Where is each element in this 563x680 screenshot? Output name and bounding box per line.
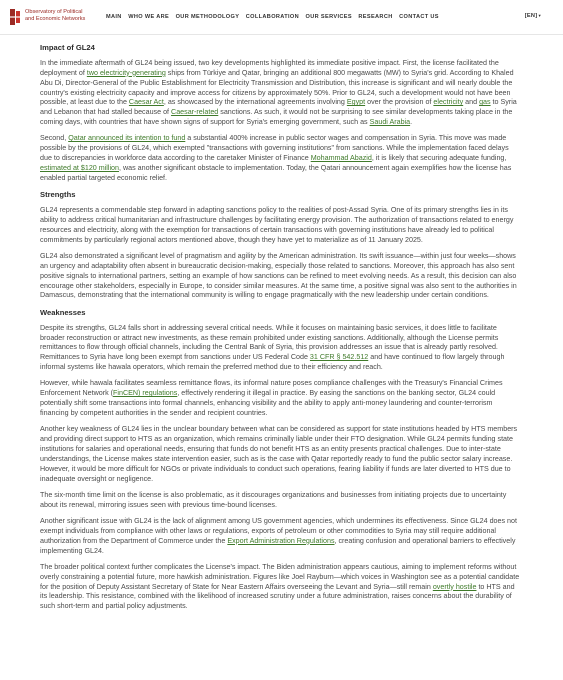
inline-link[interactable]: Mohammad Abazid xyxy=(310,154,372,163)
text-run: and xyxy=(463,98,480,107)
text-run: , it is likely that securing adequate funding, xyxy=(371,154,507,163)
article-paragraph xyxy=(40,59,520,128)
nav-item-our-services[interactable]: OUR SERVICES xyxy=(305,14,352,20)
text-run: GL24 also demonstrated a significant level of pragmatism and agility by the American administration. Its swift issuance—within just four weeks—shows an urgency and adaptability often absent in bureaucratic decision-making, especially those related to sanctions. Moreover, this approach has also sent positive signals to international partners, setting an example of how sanctions can be refined to meet evolving needs. As a result, this decision can also encourage other stakeholders, especially in Europe, to consider similar measures. At the same time, a positive signal was also sent to the authorities in Damascus, demonstrating that the international community is willing to engage pragmatically with the new leadership under certain conditions. xyxy=(40,252,517,300)
text-run: Another key weakness of GL24 lies in the unclear boundary between what can be considered as support for state institutions headed by HTS members and providing direct support to HTS as an organization, which remains criminally liable under their FTO designation. While GL24 permits funding state institutions for salaries and operational needs, ensuring that funds do not benefit HTS as an entity presents practical challenges. Due to inter-state understandings, the License makes state intervention easier, such as is the case with Qatar reportedly ready to fund the public sector salary increase. However, it would be more difficult for NGOs or private individuals to conduct such operations, fearing liability if funds are later diverted to HTS due to inadequate oversight or negligence. xyxy=(40,425,518,483)
text-run: In the immediate aftermath of GL24 being issued, two key developments highlighted its immediate positive impact. First, the license facilitated the deployment of xyxy=(40,59,499,77)
article-paragraph xyxy=(40,134,520,183)
inline-link[interactable]: electricity xyxy=(433,98,464,107)
article-paragraph xyxy=(40,517,520,556)
nav-item-main[interactable]: MAIN xyxy=(106,14,122,20)
text-run: The broader political context further complicates the License's impact. The Biden administration appears cautious, aiming to implement reforms without overly constraining a potential future, more hawkish administration. Figures like Joel Rayburn—which voices in Washington see as a potential candidate for the position of Deputy Assistant Secretary of State for Near Eastern Affairs overseeing the Levant and Syria—still remain xyxy=(40,562,520,591)
text-run: However, while hawala facilitates seamless remittance flows, its informal nature poses compliance challenges with the Treasury's Financial Crimes Enforcement Network ( xyxy=(40,379,503,398)
nav-item-our-methodology[interactable]: OUR METHODOLOGY xyxy=(175,14,240,20)
article-paragraph xyxy=(40,324,520,373)
text-run: , creating confusion and operational barriers to effectively implementing GL24. xyxy=(40,536,516,555)
inline-link[interactable]: overtly hostile xyxy=(432,582,477,591)
text-run: and have continued to flow largely through informal systems like hawala operators, which remain the preferred method due to their efficiency and reach. xyxy=(40,353,505,372)
inline-link[interactable]: estimated at $120 million xyxy=(40,163,119,172)
inline-link[interactable]: Qatar announced its intention to fund xyxy=(68,134,186,143)
inline-link[interactable]: Saudi Arabia xyxy=(369,118,411,127)
text-run: to Syria and Lebanon that had stalled because of xyxy=(40,98,517,117)
text-run: Another significant issue with GL24 is the lack of alignment among US government agencies, which undermines its effectiveness. Since GL24 does not exempt individuals from compliance with other laws or regulations, exports of petroleum or other commodities to Syria may still require additional authorization from the Department of Commerce under the xyxy=(40,517,517,545)
chevron-down-icon: ▾ xyxy=(538,13,541,18)
article-paragraph xyxy=(40,425,520,484)
inline-link[interactable]: gas xyxy=(479,98,491,107)
text-run: sanctions. As such, it would not be surprising to see similar developments taking place in the coming days, with countries that have shown signs of support for Syria's emerging government, such as xyxy=(40,108,513,127)
site-header xyxy=(0,0,563,35)
text-run: , was another significant obstacle to implementation. Today, the Qatari announcement again exemplifies how the license has enabled partial targeted economic relief. xyxy=(40,163,512,182)
text-run: GL24 represents a commendable step forward in adapting sanctions policy to the realities of post-Assad Syria. One of its primary strengths lies in its ability to address critical humanitarian and infrastructure challenges by facilitating energy provision. The authorization of transactions related to energy resources and electricity, along with the exemption for transactions of certain transactions with governing institutions have already led to political commitments by particularly regional actors mentioned above, though they have yet to materialize as of 11 January 2025. xyxy=(40,206,514,244)
inline-link[interactable]: 31 CFR § 542.512 xyxy=(309,353,369,362)
text-run: Despite its strengths, GL24 falls short in addressing several critical needs. While it focuses on maintaining basic services, it does little to facilitate broader reconstruction or attract new investments, as these remain prohibited under existing sanctions. Additionally, although the License permits remittances to flow through official channels, including the Central Bank of Syria, this provision addresses an issue that is already partly resolved. Remittances to Syria have long been exempt from sanctions under US Federal Code xyxy=(40,323,499,362)
section-heading: Weaknesses xyxy=(40,307,86,317)
article-paragraph xyxy=(40,379,520,418)
nav-item-who-we-are[interactable]: WHO WE ARE xyxy=(128,14,170,20)
logo-mark-icon xyxy=(8,7,22,27)
nav-item-research[interactable]: RESEARCH xyxy=(358,14,393,20)
article-paragraph xyxy=(40,206,520,245)
article-paragraph xyxy=(40,252,520,301)
language-label: [EN] xyxy=(524,13,538,19)
article-paragraph xyxy=(40,563,520,612)
text-run: ships from Türkiye and Qatar, bringing an additional 800 megawatts (MW) to Syria's grid. According to Khaled Abu Di, Director-General of the Public Establishment for Electricity Transmission and Distribution, this increase is significant and will nearly double the country's existing electricity capacity and improve access for citizens by approximately 50%. Prior to GL24, such a development would not have been possible, at least due to the xyxy=(40,68,514,107)
inline-link[interactable]: Export Administration Regulations xyxy=(227,536,335,545)
text-run: Second, xyxy=(40,134,69,143)
language-switcher[interactable] xyxy=(525,13,541,19)
site-logo[interactable] xyxy=(8,6,108,30)
main-nav xyxy=(106,14,445,20)
nav-item-collaboration[interactable]: COLLABORATION xyxy=(245,14,300,20)
logo-text xyxy=(25,9,85,22)
text-run: to HTS and its leadership. This resistance, combined with the likelihood of increased scrutiny under a future administration, raises concerns about the durability of such short-term and partial policy adjustments. xyxy=(40,582,515,611)
inline-link[interactable]: Egypt xyxy=(346,98,366,107)
text-run: over the provision of xyxy=(365,98,434,107)
text-run: . xyxy=(410,118,413,127)
text-run: a substantial 400% increase in public sector wages and compensation in Syria. This move was made possible by the provisions of GL24, which exempted "transactions with governing institutions" from sanctions. While the implementation faced delays due to discrepancies in workforce data according to the caretaker Minister of Finance xyxy=(40,134,509,163)
text-run: , effectively rendering it illegal in practice. By easing the sanctions on the banking sector, GL24 could potentially shift some transactions into formal channels, enhancing visibility and the ability to apply anti-money laundering and counter-terrorism financing by competent authorities in the sender and recipient countries. xyxy=(40,389,496,417)
article-body xyxy=(40,43,520,619)
article-paragraph xyxy=(40,491,520,511)
nav-item-contact-us[interactable]: CONTACT US xyxy=(399,14,439,20)
section-heading: Impact of GL24 xyxy=(40,43,95,52)
logo-line-1: Observatory of Political xyxy=(25,9,83,15)
text-run: , as showcased by the international agreements involving xyxy=(163,98,347,107)
section-heading: Strengths xyxy=(40,190,76,200)
inline-link[interactable]: two electricity-generating xyxy=(86,68,166,77)
inline-link[interactable]: Caesar Act xyxy=(128,98,164,107)
inline-link[interactable]: Caesar-related xyxy=(171,108,219,117)
logo-line-2: and Economic Networks xyxy=(25,15,86,22)
text-run: The six-month time limit on the license is also problematic, as it discourages organizations and businesses from initiating projects due to uncertainty about its renewal, mirroring issues seen with previous time-bound licenses. xyxy=(40,490,507,509)
inline-link[interactable]: FinCEN) regulations xyxy=(113,389,178,398)
